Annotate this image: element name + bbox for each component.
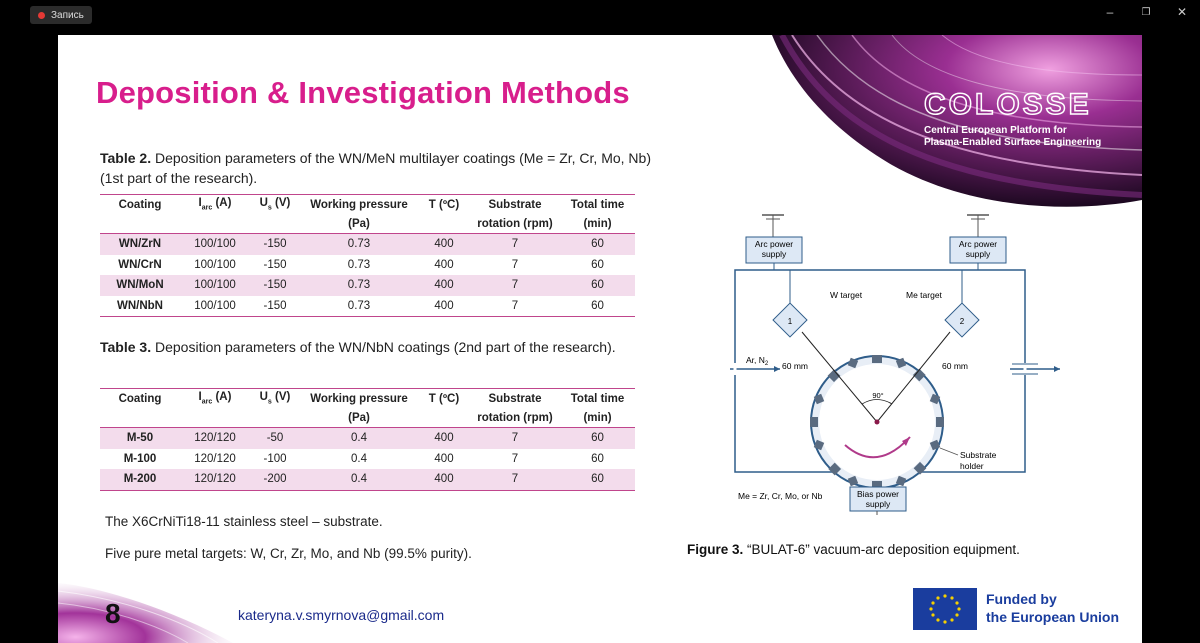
table2-caption-line2: (1st part of the research).: [100, 170, 258, 186]
eu-line2: the European Union: [986, 609, 1119, 625]
deposition-diagram: [680, 205, 1070, 515]
holder-label-1: Substrate: [960, 450, 997, 460]
substrate-text: The X6CrNiTi18-11 stainless steel – substrate.: [105, 514, 383, 529]
w-target-label: W target: [830, 290, 863, 300]
recording-indicator[interactable]: [30, 6, 92, 24]
target-1-number: 1: [787, 317, 793, 326]
th3-substrate: Substrate: [470, 389, 560, 409]
table-row: WN/NbN 100/100 -150 0.73 400 7 60: [100, 296, 635, 317]
th-pressure: Working pressure: [300, 195, 418, 215]
th-iarc: $I_{arc}$ (A): [180, 195, 250, 215]
th-time-unit: (min): [560, 214, 635, 234]
th-pressure-unit: (Pa): [300, 214, 418, 234]
arc-supply-1-label: Arc power: [754, 239, 794, 249]
minimize-button[interactable]: –: [1106, 5, 1114, 19]
table2: [100, 194, 635, 317]
th3-us: $U_s$ (V): [250, 389, 300, 409]
table3-caption-bold: Table 3.: [100, 339, 152, 355]
targets-text: Five pure metal targets: W, Cr, Zr, Mo, and Nb (99.5% purity).: [105, 546, 472, 561]
colosse-logo: COLOSSE: [924, 88, 1092, 121]
th-substrate-unit: rotation (rpm): [470, 214, 560, 234]
colosse-subtitle: [924, 125, 1101, 149]
target-2-number: 2: [959, 317, 965, 326]
eu-flag-icon: [913, 588, 977, 630]
arc-supply-1-label-b: supply: [761, 249, 787, 259]
distance-2-label: 60 mm: [942, 361, 968, 371]
figure-caption-bold: Figure 3.: [687, 542, 744, 557]
table2-caption: [100, 148, 651, 188]
table2-caption-line1: Deposition parameters of the WN/MeN multilayer coatings (Me = Zr, Cr, Mo, Nb): [151, 150, 651, 166]
th3-iarc: $I_{arc}$ (A): [180, 389, 250, 409]
close-button[interactable]: ✕: [1176, 5, 1188, 19]
th-temp: T (ºC): [418, 195, 470, 215]
figure-caption: [687, 542, 1020, 557]
colosse-subtitle-line1: Central European Platform for: [924, 125, 1067, 136]
arc-supply-2-label-b: supply: [965, 249, 991, 259]
gas-label: Ar, $N_2$: [746, 355, 769, 367]
table3: [100, 388, 635, 491]
restore-button[interactable]: ❐: [1141, 6, 1151, 18]
plasma-decoration-bottom: [58, 573, 233, 643]
th3-pressure-unit: (Pa): [300, 408, 418, 428]
contact-email[interactable]: kateryna.v.smyrnova@gmail.com: [238, 607, 445, 623]
table3-caption: [100, 337, 616, 357]
th3-time-unit: (min): [560, 408, 635, 428]
table3-caption-rest: Deposition parameters of the WN/NbN coatings (2nd part of the research).: [151, 339, 616, 355]
eu-funding-text: [986, 590, 1119, 626]
recording-label: Запись: [51, 9, 84, 21]
arc-supply-2-label: Arc power: [958, 239, 998, 249]
table-row: WN/MoN 100/100 -150 0.73 400 7 60: [100, 275, 635, 296]
th-us: $U_s$ (V): [250, 195, 300, 215]
eu-line1: Funded by: [986, 591, 1057, 607]
holder-label-2: holder: [960, 461, 984, 471]
table-row: M-100 120/120 -100 0.4 400 7 60: [123, 452, 604, 465]
record-dot-icon: [38, 12, 45, 19]
th3-coating: Coating: [100, 389, 180, 409]
th3-time: Total time: [560, 389, 635, 409]
me-note: Me = Zr, Cr, Mo, or Nb: [738, 491, 823, 501]
th3-substrate-unit: rotation (rpm): [470, 408, 560, 428]
colosse-subtitle-line2: Plasma-Enabled Surface Engineering: [924, 137, 1102, 148]
page-number: 8: [105, 598, 121, 629]
table-row: M-50 120/120 -50 0.4 400 7 60: [100, 428, 635, 449]
th3-pressure: Working pressure: [300, 389, 418, 409]
table-row: M-200 120/120 -200 0.4 400 7 60: [100, 469, 635, 490]
bias-label-1: Bias power: [856, 489, 900, 499]
angle-label: 90°: [872, 391, 884, 400]
presentation-slide: [58, 35, 1142, 643]
th3-temp: T (ºC): [418, 389, 470, 409]
bias-label-2: supply: [865, 499, 891, 509]
slide-title: Deposition & Investigation Methods: [96, 75, 630, 110]
figure-caption-rest: “BULAT-6” vacuum-arc deposition equipment.: [743, 542, 1020, 557]
table2-caption-bold: Table 2.: [100, 150, 152, 166]
table-row: WN/ZrN 100/100 -150 0.73 400 7 60: [100, 234, 635, 255]
th-coating: Coating: [100, 195, 180, 215]
table-row: WN/CrN 100/100 -150 0.73 400 7 60: [118, 258, 604, 271]
me-target-label: Me target: [906, 290, 942, 300]
th-substrate: Substrate: [470, 195, 560, 215]
distance-1-label: 60 mm: [782, 361, 808, 371]
th-time: Total time: [560, 195, 635, 215]
